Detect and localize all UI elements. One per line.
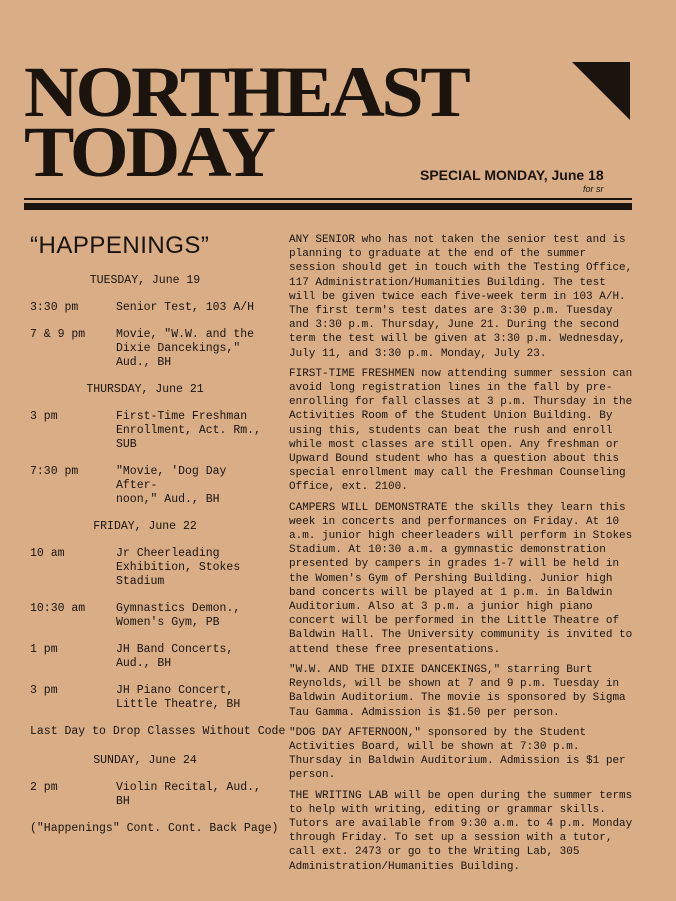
masthead-line-1: NORTHEAST xyxy=(24,52,468,132)
event xyxy=(30,602,280,630)
event-time: 3 pm xyxy=(30,684,58,697)
event xyxy=(30,301,280,315)
event-desc: Violin Recital, Aud., BH xyxy=(116,781,261,808)
event-time: 7:30 pm xyxy=(30,465,79,478)
masthead-triangle-icon xyxy=(572,62,630,120)
event xyxy=(30,643,280,671)
masthead-line-2: TODAY xyxy=(24,112,273,192)
event-desc: First-Time Freshman Enrollment, Act. Rm., SUB xyxy=(116,410,261,451)
article-writing-lab: THE WRITING LAB will be open during the summer terms to help with writing, editing or grammar skills. Tutors are available from 9:30 a.m. to 4 p.m. Monday through Friday. To set up a session with a tutor, call ext. 2473 or go to the Writing Lab, 305 Administration/Humanities Building. xyxy=(289,789,633,873)
event-desc: Gymnastics Demon., Women's Gym, PB xyxy=(116,602,241,629)
article-dog-day: "DOG DAY AFTERNOON," sponsored by the Student Activities Board, will be shown at 7:30 p.m. Thursday in Baldwin Auditorium. Admission is $1 per person. xyxy=(289,726,626,782)
day-heading: SUNDAY, June 24 xyxy=(93,754,197,767)
event-time: 10:30 am xyxy=(30,602,86,615)
article-campers: CAMPERS WILL DEMONSTRATE the skills they learn this week in concerts and performances on Friday. At 10 a.m. junior high cheerleaders will perform in Stokes Stadium. At 10:30 a.m. a gymnastic demonstration presented by campers in grades 1-7 will be held in the Women's Gym of Pershing Building. Junior high band concerts will be played at 1 p.m. in Baldwin Auditorium. Also at 3 p.m. a junior high piano concert will be performed in the Little Theatre of Baldwin Hall. The University community is invited to attend these free presentations. xyxy=(289,501,633,656)
event xyxy=(30,781,280,809)
continued-note: ("Happenings" Cont. Cont. Back Page) xyxy=(30,822,279,835)
event-desc: JH Band Concerts, Aud., BH xyxy=(116,643,234,670)
event-time: 3:30 pm xyxy=(30,301,79,314)
event xyxy=(30,328,280,370)
event-desc: JH Piano Concert, Little Theatre, BH xyxy=(116,684,241,711)
event-desc: Jr Cheerleading Exhibition, Stokes Stadium xyxy=(116,547,241,588)
day-heading: THURSDAY, June 21 xyxy=(86,383,204,396)
happenings-title: “HAPPENINGS” xyxy=(30,232,210,259)
edition-line: SPECIAL MONDAY, June 18 xyxy=(420,167,604,183)
masthead xyxy=(24,52,468,192)
event-time: 7 & 9 pm xyxy=(30,328,86,341)
announcements-column xyxy=(289,233,637,880)
happenings-column xyxy=(30,232,286,835)
event-time: 3 pm xyxy=(30,410,58,423)
event xyxy=(30,684,280,712)
event xyxy=(30,465,280,507)
event-time: 10 am xyxy=(30,547,65,560)
header-rule-thin xyxy=(24,198,632,200)
event-desc: "Movie, 'Dog Day After- noon," Aud., BH xyxy=(116,465,227,506)
article-ww-movie: "W.W. AND THE DIXIE DANCEKINGS," starring Burt Reynolds, will be shown at 7 and 9 p.m. Tuesday in Baldwin Auditorium. The movie is sponsored by Sigma Tau Gamma. Admission is $1.50 per person. xyxy=(289,663,626,719)
event-desc: Movie, "W.W. and the Dixie Dancekings," Aud., BH xyxy=(116,328,255,369)
edition-handwritten-note: for sr xyxy=(583,184,604,194)
article-freshmen: FIRST-TIME FRESHMEN now attending summer session can avoid long registration lines in the fall by pre-enrolling for fall classes at 3 p.m. Thursday in the Activities Room of the Student Union Building. By using this, students can beat the rush and enroll while most classes are still open. Any freshman or Upward Bound student who has a question about this special enrollment may call the Freshman Counseling Office, ext. 2100. xyxy=(289,367,633,494)
day-heading: FRIDAY, June 22 xyxy=(93,520,197,533)
event-time: 2 pm xyxy=(30,781,58,794)
event xyxy=(30,410,280,452)
drop-deadline-note: Last Day to Drop Classes Without Code xyxy=(30,725,286,738)
day-heading: TUESDAY, June 19 xyxy=(89,274,201,287)
article-senior-test: ANY SENIOR who has not taken the senior test and is planning to graduate at the end of the summer session should get in touch with the Testing Office, 117 Administration/Humanities Building. The test will be given twice each five-week term in 103 A/H. The first term's test dates are 3:30 p.m. Tuesday and 3:30 p.m. Thursday, June 21. During the second term the test will be given at 3:30 p.m. Wednesday, July 11, and 3:30 p.m. Monday, July 23. xyxy=(289,234,633,360)
header-rule-thick xyxy=(24,203,632,210)
event-time: 1 pm xyxy=(30,643,58,656)
event-desc: Senior Test, 103 A/H xyxy=(116,301,255,314)
event xyxy=(30,547,280,589)
